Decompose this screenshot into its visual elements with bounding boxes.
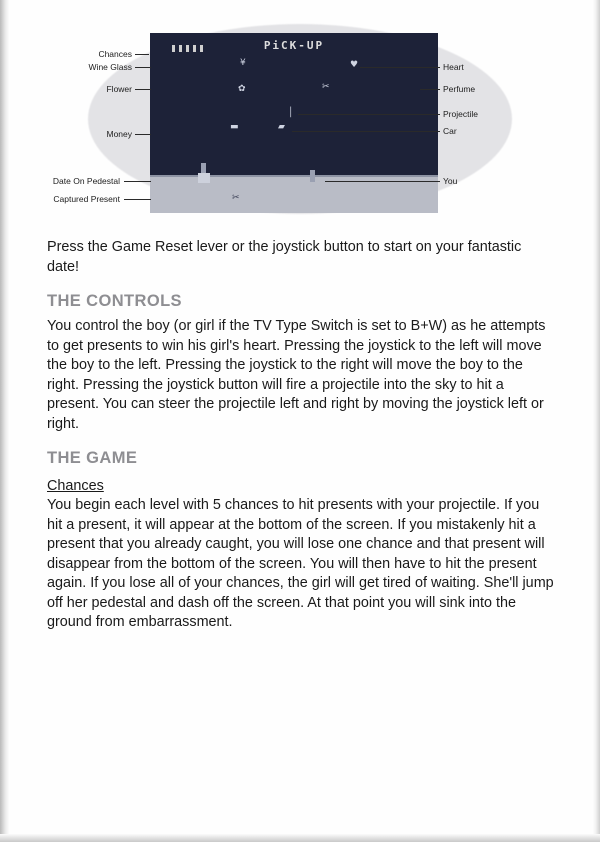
intro-paragraph: Press the Game Reset lever or the joystick button to start on your fantastic date!: [47, 239, 522, 275]
leader-flower: [135, 89, 151, 90]
heart-sprite: ♥: [350, 60, 359, 70]
pedestal: [198, 173, 210, 183]
game-title-text: PiCK-UP: [263, 39, 325, 52]
callout-chances: Chances: [98, 49, 132, 59]
leader-date-on-pedestal: [124, 181, 151, 182]
leader-captured-present: [124, 199, 151, 200]
callout-projectile: Projectile: [443, 109, 478, 119]
page-edge-right: [593, 0, 600, 842]
chances-indicator: [172, 45, 203, 52]
leader-projectile: [298, 114, 440, 115]
wine-glass-sprite: ¥: [240, 58, 246, 68]
game-screenshot-figure: [30, 18, 570, 226]
car-sprite: ▰: [278, 122, 285, 132]
callout-perfume: Perfume: [443, 84, 476, 94]
leader-you: [325, 181, 440, 182]
projectile-sprite: │: [288, 108, 294, 118]
date-character: [201, 163, 206, 173]
flower-sprite: ✿: [238, 84, 246, 94]
callout-you: You: [443, 176, 458, 186]
game-screen: [150, 33, 438, 213]
controls-paragraph: You control the boy (or girl if the TV Type Switch is set to B+W) as he attempts to get presents to win his girl's heart. Pressing the joystick to the left will move the boy to the left. Pressing the joystick to the right will move the boy to the right. Pressing the joystick button will fire a projectile into the sky to hit a present. You can steer the projectile left and right by moving the joystick left or right.: [47, 318, 546, 432]
page-edge-left: [0, 0, 9, 842]
heading-the-game: THE GAME: [47, 449, 138, 467]
callout-captured-present: Captured Present: [53, 194, 120, 204]
callout-wine-glass: Wine Glass: [88, 62, 132, 72]
callout-date-on-pedestal: Date On Pedestal: [52, 176, 120, 186]
document-body: [47, 238, 555, 643]
chance-dot: [179, 45, 182, 52]
callout-car: Car: [443, 126, 457, 136]
ground-area: [150, 177, 438, 213]
chance-dot: [193, 45, 196, 52]
chances-paragraph: You begin each level with 5 chances to hit presents with your projectile. If you hit a present, it will appear at the bottom of the screen. If you mistakenly hit a present that you already caught, you will lose one chance and that present will disappear from the bottom of the screen. You will then have to hit the present again. If you lose all of your chances, the girl will get tired of waiting. She'll jump off her pedestal and dash off the screen. At that point you will sink into the ground from embarrassment.: [47, 497, 554, 630]
chance-dot: [186, 45, 189, 52]
leader-car: [292, 131, 440, 132]
perfume-sprite: ✂: [322, 82, 330, 92]
money-sprite: ▬: [230, 122, 239, 132]
chance-dot: [172, 45, 175, 52]
heading-the-controls: THE CONTROLS: [47, 292, 182, 310]
callout-money: Money: [106, 129, 132, 139]
callout-heart: Heart: [443, 62, 464, 72]
page-edge-bottom: [0, 834, 600, 842]
captured-present-sprite: ✂: [232, 193, 240, 203]
subheading-chances: Chances: [47, 478, 104, 494]
chance-dot: [200, 45, 203, 52]
player-character: [310, 170, 315, 182]
leader-perfume: [420, 89, 440, 90]
callout-flower: Flower: [106, 84, 132, 94]
leader-wine-glass: [135, 67, 151, 68]
leader-heart: [360, 67, 440, 68]
leader-chances: [135, 54, 149, 55]
leader-money: [135, 134, 151, 135]
